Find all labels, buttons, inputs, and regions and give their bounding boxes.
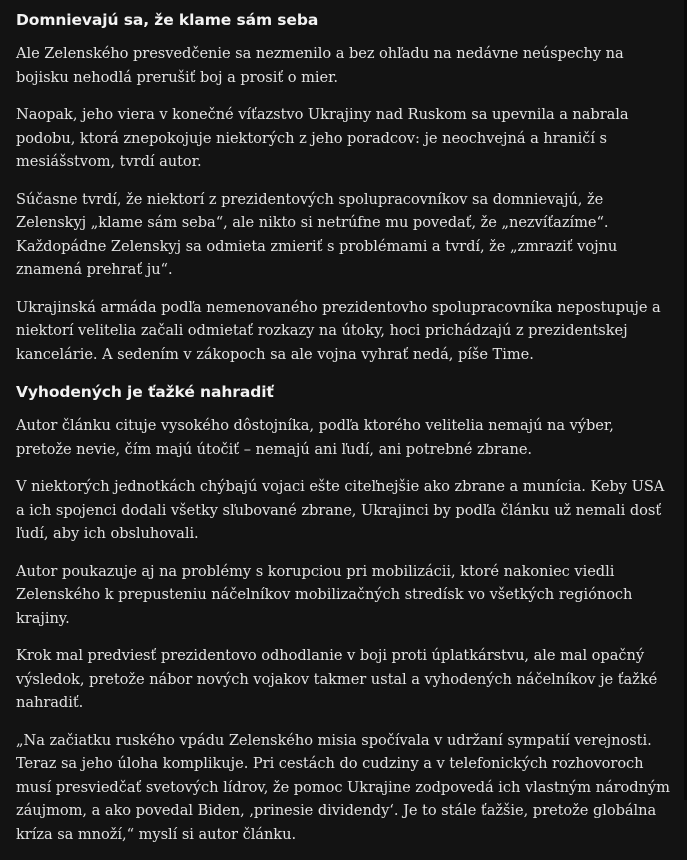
article-paragraph: Súčasne tvrdí, že niektorí z prezidentových spolupracovníkov sa domnievajú, že Zelenskyj „klame sám seba“, ale nikto si netrúfne mu povedať, že „nezvíťazíme“. Každopádne Zelenskyj sa odmieta zmieriť s problémami a tvrdí, že „zmraziť vojnu znamená prehrať ju“.: [16, 190, 618, 278]
article-paragraph: Krok mal predviesť prezidentovo odhodlanie v boji proti úplatkárstvu, ale mal opačný výsledok, pretože nábor nových vojakov takmer ustal a vyhodených náčelníkov je ťažké nahradiť.: [16, 647, 658, 711]
article-paragraph: Autor poukazuje aj na problémy s korupciou pri mobilizácii, ktoré nakoniec viedli Zelenského k prepusteniu náčelníkov mobilizačných stredísk vo všetkých regiónoch krajiny.: [16, 562, 633, 627]
article-paragraph: Ale Zelenského presvedčenie sa nezmenilo a bez ohľadu na nedávne neúspechy na bojisku nehodlá prerušiť boj a prosiť o mier.: [16, 45, 624, 86]
section-heading-self-deception: Domnievajú sa, že klame sám seba: [16, 11, 319, 29]
article-paragraph: Autor článku cituje vysokého dôstojníka, podľa ktorého velitelia nemajú na výber, pretože nevie, čím majú útočiť – nemajú ani ľudí, ani potrebné zbrane.: [16, 417, 614, 458]
article-paragraph: Ukrajinská armáda podľa nemenovaného prezidentovho spolupracovníka nepostupuje a niektorí velitelia začali odmietať rozkazy na útoky, hoci prichádzajú z prezidentskej kancelárie. A sedením v zákopoch sa ale vojna vyhrať nedá, píše Time.: [16, 298, 661, 363]
article-paragraph: V niektorých jednotkách chýbajú vojaci ešte citeľnejšie ako zbrane a munícia. Keby USA a ich spojenci dodali všetky sľubované zbrane, Ukrajinci by podľa článku už nemali dosť ľudí, aby ich obsluhovali.: [16, 478, 665, 542]
article-body: [16, 8, 671, 860]
article-paragraph: „Na začiatku ruského vpádu Zelenského misia spočívala v udržaní sympatií verejnosti. Teraz sa jeho úloha komplikuje. Pri cestách do cudziny a v telefonických rozhovoroch musí presviedčať svetových lídrov, že pomoc Ukrajine zodpovedá ich vlastným národným záujmom, a ako povedal Biden, ‚prinesie dividendy‘. Je to stále ťažšie, pretože globálna kríza sa množí,“ myslí si autor článku.: [16, 731, 670, 843]
article-paragraph: Naopak, jeho viera v konečné víťazstvo Ukrajiny nad Ruskom sa upevnila a nabrala podobu, ktorá znepokojuje niektorých z jeho poradcov: je neochvejná a hraničí s mesiášstvom, tvrdí autor.: [16, 106, 629, 170]
section-heading-hard-to-replace: Vyhodených je ťažké nahradiť: [16, 383, 274, 401]
